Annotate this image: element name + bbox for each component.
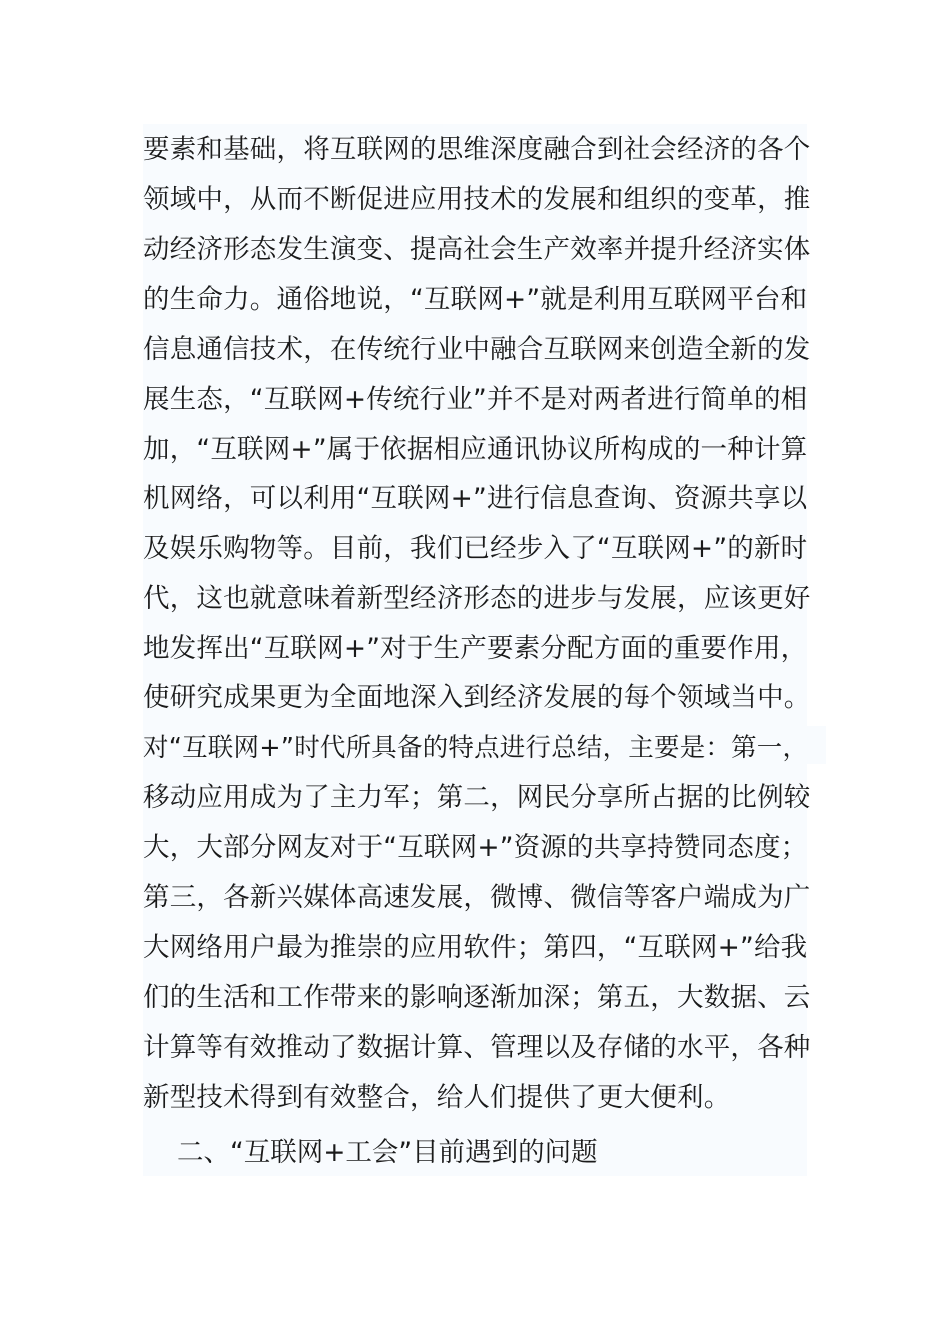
section-heading: 二、“互联网+工会”目前遇到的问题 — [177, 1137, 598, 1168]
paragraph-line: 加，“互联网+”属于依据相应通讯协议所构成的一种计算 — [143, 434, 808, 465]
paragraph-line: 使研究成果更为全面地深入到经济发展的每个领域当中。 — [143, 682, 811, 713]
paragraph-line: 及娱乐购物等。目前，我们已经步入了“互联网+”的新时 — [143, 533, 808, 564]
paragraph-line: 移动应用成为了主力军；第二，网民分享所占据的比例较 — [143, 782, 811, 813]
line-highlight — [806, 726, 826, 764]
paragraph-line: 代，这也就意味着新型经济形态的进步与发展，应该更好 — [143, 583, 811, 614]
paragraph-line: 新型技术得到有效整合，给人们提供了更大便利。 — [143, 1082, 731, 1113]
paragraph-line: 机网络，可以利用“互联网+”进行信息查询、资源共享以 — [143, 483, 808, 514]
paragraph-line: 大网络用户最为推崇的应用软件；第四，“互联网+”给我 — [143, 932, 808, 963]
paragraph-line: 地发挥出“互联网+”对于生产要素分配方面的重要作用， — [143, 633, 808, 664]
paragraph-line: 动经济形态发生演变、提高社会生产效率并提升经济实体 — [143, 234, 811, 265]
paragraph-line: 要素和基础，将互联网的思维深度融合到社会经济的各个 — [143, 134, 811, 165]
paragraph-line: 领域中，从而不断促进应用技术的发展和组织的变革，推 — [143, 184, 811, 215]
paragraph-line: 大，大部分网友对于“互联网+”资源的共享持赞同态度； — [143, 832, 808, 863]
paragraph-line: 信息通信技术，在传统行业中融合互联网来创造全新的发 — [143, 334, 811, 365]
paragraph-line: 的生命力。通俗地说，“互联网+”就是利用互联网平台和 — [143, 284, 808, 315]
paragraph-line: 们的生活和工作带来的影响逐渐加深；第五，大数据、云 — [143, 982, 811, 1013]
paragraph-line: 展生态，“互联网+传统行业”并不是对两者进行简单的相 — [143, 384, 808, 415]
paragraph-line: 计算等有效推动了数据计算、管理以及存储的水平，各种 — [143, 1032, 811, 1063]
paragraph-line: 对“互联网+”时代所具备的特点进行总结，主要是：第一， — [143, 733, 809, 763]
paragraph-line: 第三，各新兴媒体高速发展，微博、微信等客户端成为广 — [143, 882, 811, 913]
